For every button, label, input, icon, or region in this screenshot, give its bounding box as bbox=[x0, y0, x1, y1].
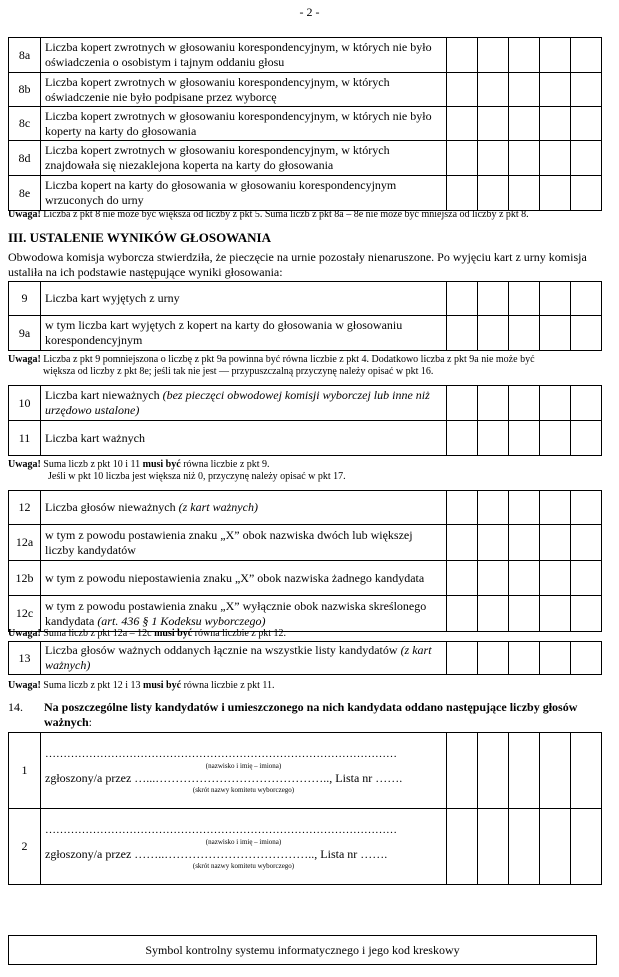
row-number: 12 bbox=[9, 491, 41, 525]
row-text: Liczba kopert na karty do głosowania w głosowaniu korespondencyjnym wrzuconych do urny bbox=[45, 178, 397, 207]
committee-caption: (skrót nazwy komitetu wyborczego) bbox=[192, 861, 295, 870]
digit-box[interactable] bbox=[447, 733, 478, 809]
row-description bbox=[41, 282, 447, 316]
digit-box[interactable] bbox=[540, 733, 571, 809]
row-text-italic: (bez pieczęci obwodowej komisji wyborczej lub inne niż urzędowo ustalone) bbox=[45, 388, 430, 417]
row-text: Liczba kart wyjętych z urny bbox=[45, 291, 180, 305]
digit-box[interactable] bbox=[447, 282, 478, 316]
candidate-fields bbox=[41, 809, 447, 885]
digit-box[interactable] bbox=[447, 809, 478, 885]
digit-box[interactable] bbox=[509, 596, 540, 632]
row-description bbox=[41, 107, 447, 141]
table-row bbox=[9, 107, 602, 141]
row-description bbox=[41, 141, 447, 176]
row-number: 9a bbox=[9, 316, 41, 351]
digit-box[interactable] bbox=[478, 386, 509, 421]
digit-box[interactable] bbox=[540, 316, 571, 351]
digit-box[interactable] bbox=[571, 491, 602, 525]
digit-box[interactable] bbox=[540, 73, 571, 107]
row-description bbox=[41, 316, 447, 351]
table-row bbox=[9, 282, 602, 316]
digit-box[interactable] bbox=[478, 316, 509, 351]
table-valid-votes bbox=[8, 641, 602, 675]
digit-box[interactable] bbox=[478, 176, 509, 211]
note-2: Uwaga! Liczba z pkt 9 pomniejszona o liczbę z pkt 9a powinna być równa liczbie z pkt 4. Dodatkowo liczba z pkt 9a nie może być większa od liczby z pkt 8e; jeśli tak nie jest — przypuszczalną przyczynę należy opisać w pkt 16. bbox=[8, 354, 535, 377]
digit-box[interactable] bbox=[478, 596, 509, 632]
row-text: w tym liczba kart wyjętych z kopert na karty do głosowania w głosowaniu korespondencyjnym bbox=[45, 318, 403, 347]
row-description bbox=[41, 73, 447, 107]
table-row bbox=[9, 525, 602, 561]
digit-box[interactable] bbox=[447, 141, 478, 176]
section-3-heading: III. USTALENIE WYNIKÓW GŁOSOWANIA bbox=[8, 230, 271, 245]
digit-box[interactable] bbox=[447, 421, 478, 456]
table-cards bbox=[8, 281, 602, 351]
row-description bbox=[41, 386, 447, 421]
row-description bbox=[41, 491, 447, 525]
digit-box[interactable] bbox=[540, 38, 571, 73]
table-row bbox=[9, 176, 602, 211]
row-text: w tym z powodu niepostawienia znaku „X” obok nazwiska żadnego kandydata bbox=[45, 570, 425, 585]
digit-box[interactable] bbox=[447, 386, 478, 421]
digit-box[interactable] bbox=[540, 525, 571, 561]
row-text: Liczba kart ważnych bbox=[45, 430, 145, 445]
table-row bbox=[9, 491, 602, 525]
row-text: Liczba głosów ważnych oddanych łącznie na wszystkie listy kandydatów bbox=[45, 643, 401, 657]
digit-box[interactable] bbox=[478, 491, 509, 525]
table-invalid-votes bbox=[8, 490, 602, 632]
digit-box[interactable] bbox=[447, 316, 478, 351]
digit-box[interactable] bbox=[509, 176, 540, 211]
table-row bbox=[9, 316, 602, 351]
candidate-row bbox=[9, 809, 602, 885]
digit-box[interactable] bbox=[571, 38, 602, 73]
digit-box[interactable] bbox=[478, 561, 509, 596]
note-3: Uwaga! Suma liczb z pkt 10 i 11 musi być równa liczbie z pkt 9. Jeśli w pkt 10 liczba jest większa niż 0, przyczynę należy opisać w pkt 17. bbox=[8, 459, 346, 482]
table-row bbox=[9, 73, 602, 107]
row-description bbox=[41, 525, 447, 561]
table-row bbox=[9, 596, 602, 632]
table-row bbox=[9, 386, 602, 421]
digit-box[interactable] bbox=[509, 561, 540, 596]
row-text: Liczba kopert zwrotnych w głosowaniu korespondencyjnym, w których nie było oświadczenia o osobistym i tajnym oddaniu głosu bbox=[45, 40, 432, 69]
digit-box[interactable] bbox=[509, 642, 540, 675]
note-5: Uwaga! Suma liczb z pkt 12 i 13 musi być równa liczbie z pkt 11. bbox=[8, 680, 275, 691]
digit-box[interactable] bbox=[540, 176, 571, 211]
row-description bbox=[41, 421, 447, 456]
committee-line[interactable]: zgłoszony/a przez ……..……………………………….., Lista nr ……. bbox=[45, 846, 388, 861]
digit-box[interactable] bbox=[571, 316, 602, 351]
digit-box[interactable] bbox=[540, 561, 571, 596]
section-3-intro: Obwodowa komisja wyborcza stwierdziła, że pieczęcie na urnie pozostały nienaruszone. Po wyjęciu kart z urny komisja ustaliła na ich podstawie następujące wyniki głosowania: bbox=[8, 250, 587, 279]
committee-caption: (skrót nazwy komitetu wyborczego) bbox=[192, 785, 295, 794]
digit-box[interactable] bbox=[509, 525, 540, 561]
digit-box[interactable] bbox=[571, 176, 602, 211]
page-number: - 2 - bbox=[299, 5, 320, 19]
digit-box[interactable] bbox=[478, 421, 509, 456]
digit-box[interactable] bbox=[540, 107, 571, 141]
digit-box[interactable] bbox=[540, 282, 571, 316]
name-line[interactable]: …………………………………………………………………………………… bbox=[45, 823, 397, 836]
digit-box[interactable] bbox=[447, 525, 478, 561]
digit-box[interactable] bbox=[478, 107, 509, 141]
row-text: Liczba kopert zwrotnych w głosowaniu korespondencyjnym, w których nie było koperty na karty do głosowania bbox=[45, 108, 432, 138]
digit-box[interactable] bbox=[571, 421, 602, 456]
table-envelopes bbox=[8, 37, 602, 211]
digit-box[interactable] bbox=[447, 491, 478, 525]
digit-box[interactable] bbox=[571, 809, 602, 885]
digit-box[interactable] bbox=[478, 809, 509, 885]
control-symbol-box: Symbol kontrolny systemu informatycznego i jego kod kreskowy bbox=[8, 935, 597, 965]
row-description bbox=[41, 38, 447, 73]
digit-box[interactable] bbox=[571, 733, 602, 809]
digit-box[interactable] bbox=[540, 421, 571, 456]
digit-box[interactable] bbox=[571, 525, 602, 561]
row-number: 13 bbox=[9, 642, 41, 675]
digit-box[interactable] bbox=[509, 733, 540, 809]
digit-box[interactable] bbox=[540, 596, 571, 632]
digit-box[interactable] bbox=[447, 642, 478, 675]
row-description bbox=[41, 596, 447, 632]
digit-box[interactable] bbox=[540, 809, 571, 885]
digit-box[interactable] bbox=[571, 282, 602, 316]
table-row bbox=[9, 421, 602, 456]
candidate-row bbox=[9, 733, 602, 809]
section-14-number: 14. bbox=[8, 700, 23, 714]
row-number: 8c bbox=[9, 107, 41, 141]
row-description bbox=[41, 176, 447, 211]
digit-box[interactable] bbox=[478, 282, 509, 316]
digit-box[interactable] bbox=[447, 107, 478, 141]
digit-box[interactable] bbox=[478, 141, 509, 176]
digit-box[interactable] bbox=[540, 491, 571, 525]
digit-box[interactable] bbox=[571, 73, 602, 107]
note-4: Uwaga! Suma liczb z pkt 12a – 12c musi być równa liczbie z pkt 12. bbox=[8, 628, 287, 639]
digit-box[interactable] bbox=[478, 733, 509, 809]
row-text-italic: (z kart ważnych) bbox=[45, 643, 432, 672]
digit-box[interactable] bbox=[509, 421, 540, 456]
digit-box[interactable] bbox=[571, 386, 602, 421]
row-text: Liczba kopert zwrotnych w głosowaniu korespondencyjnym, w których oświadczenie nie było podpisane przez wyborcę bbox=[45, 74, 390, 104]
digit-box[interactable] bbox=[509, 141, 540, 176]
digit-box[interactable] bbox=[509, 38, 540, 73]
digit-box[interactable] bbox=[509, 282, 540, 316]
digit-box[interactable] bbox=[571, 596, 602, 632]
table-row bbox=[9, 38, 602, 73]
digit-box[interactable] bbox=[478, 38, 509, 73]
table-cards-validity bbox=[8, 385, 602, 456]
digit-box[interactable] bbox=[478, 73, 509, 107]
digit-box[interactable] bbox=[540, 386, 571, 421]
digit-box[interactable] bbox=[540, 642, 571, 675]
digit-box[interactable] bbox=[478, 525, 509, 561]
candidate-number: 2 bbox=[9, 809, 41, 885]
candidate-fields bbox=[41, 733, 447, 809]
candidate-number: 1 bbox=[9, 733, 41, 809]
row-text: Liczba kart nieważnych bbox=[45, 388, 163, 402]
row-number: 12c bbox=[9, 596, 41, 632]
committee-line[interactable]: zgłoszony/a przez …...…………………………………….., Lista nr ……. bbox=[45, 770, 403, 785]
row-text-italic: (z kart ważnych) bbox=[178, 500, 258, 514]
digit-box[interactable] bbox=[509, 809, 540, 885]
table-row bbox=[9, 561, 602, 596]
digit-box[interactable] bbox=[447, 176, 478, 211]
name-caption: (nazwisko i imię – imiona) bbox=[205, 837, 282, 846]
name-caption: (nazwisko i imię – imiona) bbox=[205, 761, 282, 770]
row-number: 8d bbox=[9, 141, 41, 176]
note-1: Uwaga! Liczba z pkt 8 nie może być większa od liczby z pkt 5. Suma liczb z pkt 8a – 8e nie może być mniejsza od liczby z pkt 8. bbox=[8, 209, 529, 220]
table-row bbox=[9, 141, 602, 176]
name-line[interactable]: …………………………………………………………………………………… bbox=[45, 747, 397, 760]
digit-box[interactable] bbox=[509, 316, 540, 351]
row-number: 8e bbox=[9, 176, 41, 211]
row-description bbox=[41, 561, 447, 596]
digit-box[interactable] bbox=[509, 386, 540, 421]
row-text-italic: (art. 436 § 1 Kodeksu wyborczego) bbox=[97, 613, 266, 628]
digit-box[interactable] bbox=[571, 107, 602, 141]
digit-box[interactable] bbox=[509, 491, 540, 525]
row-number: 11 bbox=[9, 421, 41, 456]
section-14-text: Na poszczególne listy kandydatów i umieszczonego na nich kandydata oddano następujące liczby głosów ważnych: bbox=[44, 700, 578, 729]
row-text: Liczba kopert zwrotnych w głosowaniu korespondencyjnym, w których znajdowała się niezaklejona koperta na karty do głosowania bbox=[45, 143, 390, 172]
digit-box[interactable] bbox=[447, 596, 478, 632]
row-text: w tym z powodu postawienia znaku „X” wyłącznie obok nazwiska skreślonego kandydata bbox=[45, 598, 427, 628]
row-description bbox=[41, 642, 447, 675]
digit-box[interactable] bbox=[509, 73, 540, 107]
row-number: 10 bbox=[9, 386, 41, 421]
row-number: 8a bbox=[9, 38, 41, 73]
row-number: 9 bbox=[9, 282, 41, 316]
digit-box[interactable] bbox=[447, 73, 478, 107]
row-number: 12b bbox=[9, 561, 41, 596]
digit-box[interactable] bbox=[540, 141, 571, 176]
digit-box[interactable] bbox=[571, 642, 602, 675]
digit-box[interactable] bbox=[571, 141, 602, 176]
row-text: w tym z powodu postawienia znaku „X” obok nazwiska dwóch lub większej liczby kandydatów bbox=[45, 527, 413, 557]
table-row bbox=[9, 642, 602, 675]
row-number: 8b bbox=[9, 73, 41, 107]
digit-box[interactable] bbox=[447, 561, 478, 596]
digit-box[interactable] bbox=[447, 38, 478, 73]
row-number: 12a bbox=[9, 525, 41, 561]
table-candidates bbox=[8, 732, 602, 885]
digit-box[interactable] bbox=[571, 561, 602, 596]
digit-box[interactable] bbox=[509, 107, 540, 141]
digit-box[interactable] bbox=[478, 642, 509, 675]
row-text: Liczba głosów nieważnych bbox=[45, 500, 179, 514]
